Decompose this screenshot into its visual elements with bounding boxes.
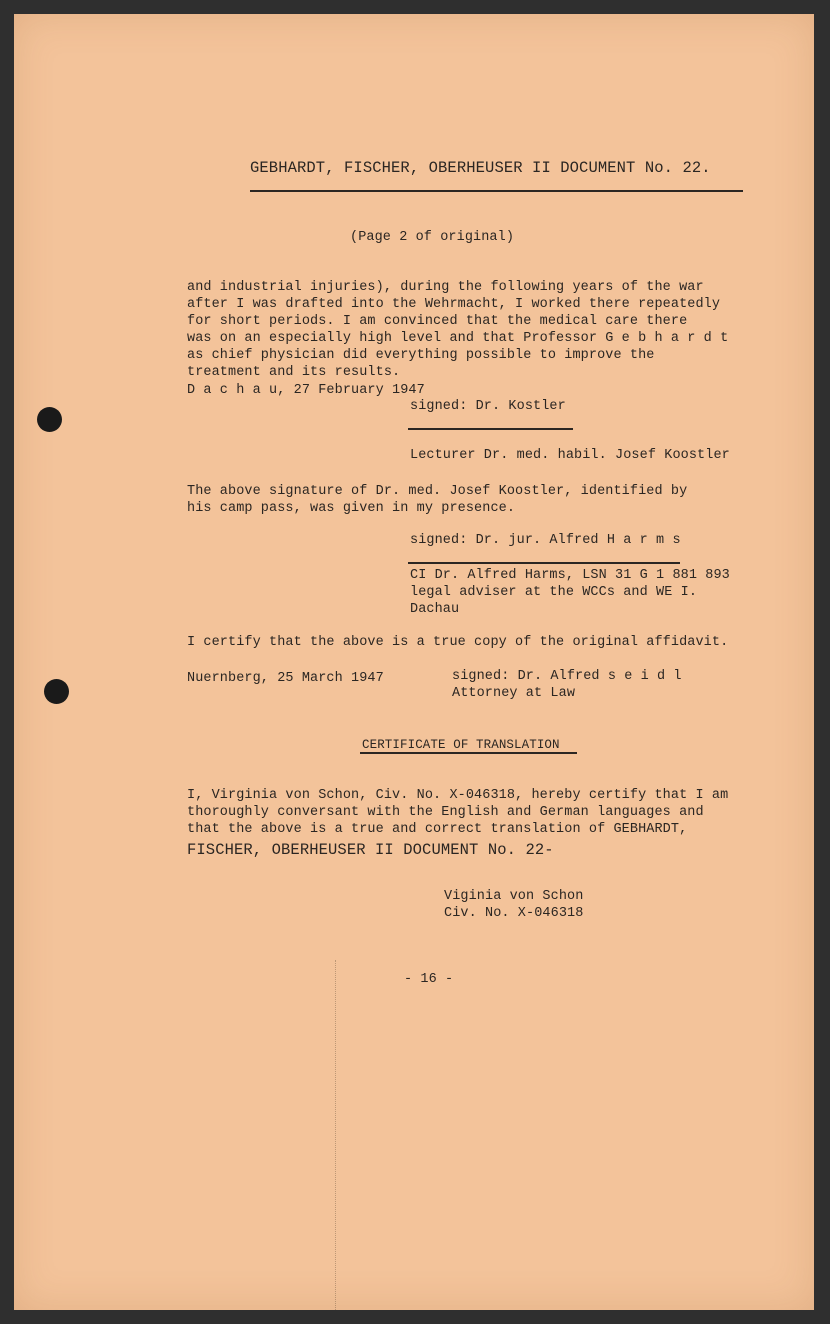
signed-harms: signed: Dr. jur. Alfred H a r m s bbox=[410, 533, 681, 548]
signature-line bbox=[408, 428, 573, 430]
signer2-line: CI Dr. Alfred Harms, LSN 31 G 1 881 893 bbox=[410, 568, 730, 583]
signer2-line: legal adviser at the WCCs and WE I. bbox=[410, 585, 698, 600]
certificate-line: that the above is a true and correct translation of GEBHARDT, bbox=[187, 822, 688, 837]
body-line: and industrial injuries), during the following years of the war bbox=[187, 280, 704, 295]
identification-line: his camp pass, was given in my presence. bbox=[187, 501, 516, 516]
signature-line bbox=[408, 562, 680, 564]
document-title: GEBHARDT, FISCHER, OBERHEUSER II DOCUMENT No. 22. bbox=[250, 159, 711, 177]
certificate-line: thoroughly conversant with the English and German languages and bbox=[187, 805, 704, 820]
identification-line: The above signature of Dr. med. Josef Koostler, identified by bbox=[187, 484, 688, 499]
document-page bbox=[14, 14, 814, 1310]
certify-copy: I certify that the above is a true copy of the original affidavit. bbox=[187, 635, 729, 650]
copy-place-date: Nuernberg, 25 March 1947 bbox=[187, 671, 384, 686]
body-line: treatment and its results. bbox=[187, 365, 401, 380]
translator-name: Viginia von Schon bbox=[444, 889, 584, 904]
certificate-line: I, Virginia von Schon, Civ. No. X-046318, hereby certify that I am bbox=[187, 788, 729, 803]
place-date: D a c h a u, 27 February 1947 bbox=[187, 383, 425, 398]
signer3-title: Attorney at Law bbox=[452, 686, 576, 701]
page-number: - 16 - bbox=[404, 972, 454, 987]
signed-kostler: signed: Dr. Kostler bbox=[410, 399, 566, 414]
punch-hole-bottom bbox=[44, 679, 69, 704]
certificate-heading: CERTIFICATE OF TRANSLATION bbox=[362, 738, 560, 752]
signer1-title: Lecturer Dr. med. habil. Josef Koostler bbox=[410, 448, 730, 463]
body-line: after I was drafted into the Wehrmacht, I worked there repeatedly bbox=[187, 297, 721, 312]
signed-seidl: signed: Dr. Alfred s e i d l bbox=[452, 669, 682, 684]
body-line: for short periods. I am convinced that the medical care there bbox=[187, 314, 688, 329]
certificate-heading-underline bbox=[360, 752, 577, 754]
certificate-line: FISCHER, OBERHEUSER II DOCUMENT No. 22- bbox=[187, 841, 554, 859]
punch-hole-top bbox=[37, 407, 62, 432]
body-line: was on an especially high level and that Professor G e b h a r d t bbox=[187, 331, 729, 346]
title-underline bbox=[250, 190, 743, 192]
paper-fold-line bbox=[335, 960, 336, 1310]
page-reference: (Page 2 of original) bbox=[350, 230, 515, 245]
body-line: as chief physician did everything possible to improve the bbox=[187, 348, 655, 363]
translator-civ-no: Civ. No. X-046318 bbox=[444, 906, 584, 921]
signer2-line: Dachau bbox=[410, 602, 460, 617]
